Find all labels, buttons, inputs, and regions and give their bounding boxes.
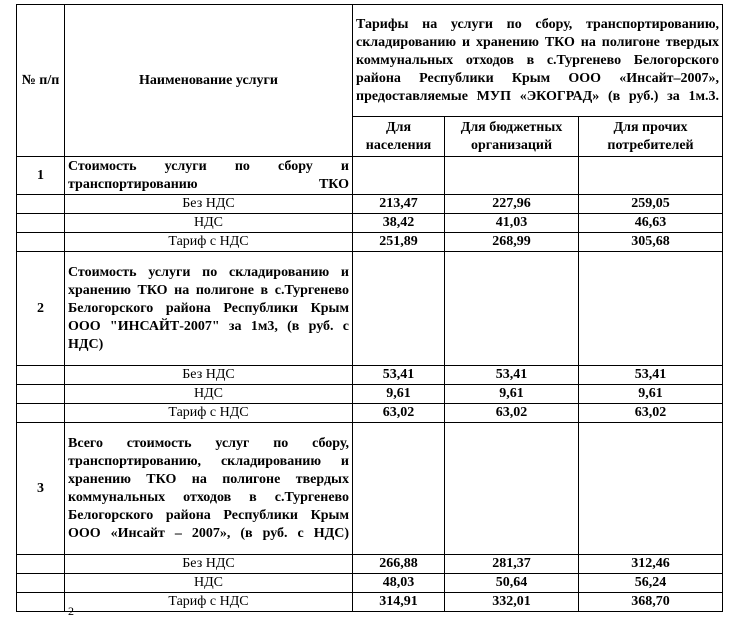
value-budget: 63,02 [445,404,579,423]
section-title-row [17,252,723,366]
row-label: Без НДС [65,555,353,574]
value-budget: 227,96 [445,195,579,214]
section-num: 1 [17,157,65,195]
section-title-row [17,157,723,195]
value-population: 314,91 [353,593,445,612]
value-budget: 53,41 [445,366,579,385]
value-other: 368,70 [579,593,723,612]
value-budget: 281,37 [445,555,579,574]
value-population: 63,02 [353,404,445,423]
row-label: НДС [65,574,353,593]
value-other: 46,63 [579,214,723,233]
value-budget: 9,61 [445,385,579,404]
section-num: 2 [17,252,65,366]
table-row [17,233,723,252]
section-title-row [17,423,723,555]
section-num: 3 [17,423,65,555]
section-title: Стоимость услуги по складированию и хранению ТКО на полигоне в с.Тургенево Белогорского района Республики Крым ООО "ИНСАЙТ-2007" за 1м3, (в руб. с НДС) [65,252,353,366]
table-row [17,195,723,214]
value-population: 38,42 [353,214,445,233]
value-other: 259,05 [579,195,723,214]
table-row [17,214,723,233]
value-population: 251,89 [353,233,445,252]
value-other: 63,02 [579,404,723,423]
footnote: 2 [68,604,74,618]
value-budget: 268,99 [445,233,579,252]
value-budget: 41,03 [445,214,579,233]
table-row [17,404,723,423]
value-population: 9,61 [353,385,445,404]
value-budget: 332,01 [445,593,579,612]
value-other: 9,61 [579,385,723,404]
tariff-table [16,4,723,612]
value-population: 53,41 [353,366,445,385]
header-col-budget: Для бюджетных организаций [445,117,579,157]
table-row [17,385,723,404]
table-row [17,555,723,574]
header-col-population: Для населения [353,117,445,157]
value-population: 266,88 [353,555,445,574]
header-tariff-title: Тарифы на услуги по сбору, транспортированию, складированию и хранению ТКО на полигоне твердых коммунальных отходов в с.Тургенево Белогорского района Республики Крым ООО «Инсайт–2007», предоставляемые МУП «ЭКОГРАД» (в руб.) за 1м.3. [353,5,723,117]
value-other: 56,24 [579,574,723,593]
row-label: Тариф с НДС [65,404,353,423]
table-row [17,574,723,593]
section-title: Стоимость услуги по сбору и транспортированию ТКО [65,157,353,195]
row-label: Без НДС [65,195,353,214]
value-population: 213,47 [353,195,445,214]
section-title: Всего стоимость услуг по сбору, транспортированию, складированию и хранению ТКО на полигоне твердых коммунальных отходов в с.Тургенево Белогорского района Республики Крым ООО «Инсайт – 2007», (в руб. с НДС) [65,423,353,555]
row-label: Без НДС [65,366,353,385]
value-other: 305,68 [579,233,723,252]
row-label: НДС [65,385,353,404]
table-row [17,593,723,612]
header-num: № п/п [17,5,65,157]
value-population: 48,03 [353,574,445,593]
header-row [17,5,723,117]
table-row [17,366,723,385]
row-label: Тариф с НДС [65,233,353,252]
row-label: НДС [65,214,353,233]
header-service: Наименование услуги [65,5,353,157]
value-other: 312,46 [579,555,723,574]
value-other: 53,41 [579,366,723,385]
header-col-other: Для прочих потребителей [579,117,723,157]
value-budget: 50,64 [445,574,579,593]
row-label: Тариф с НДС [65,593,353,612]
